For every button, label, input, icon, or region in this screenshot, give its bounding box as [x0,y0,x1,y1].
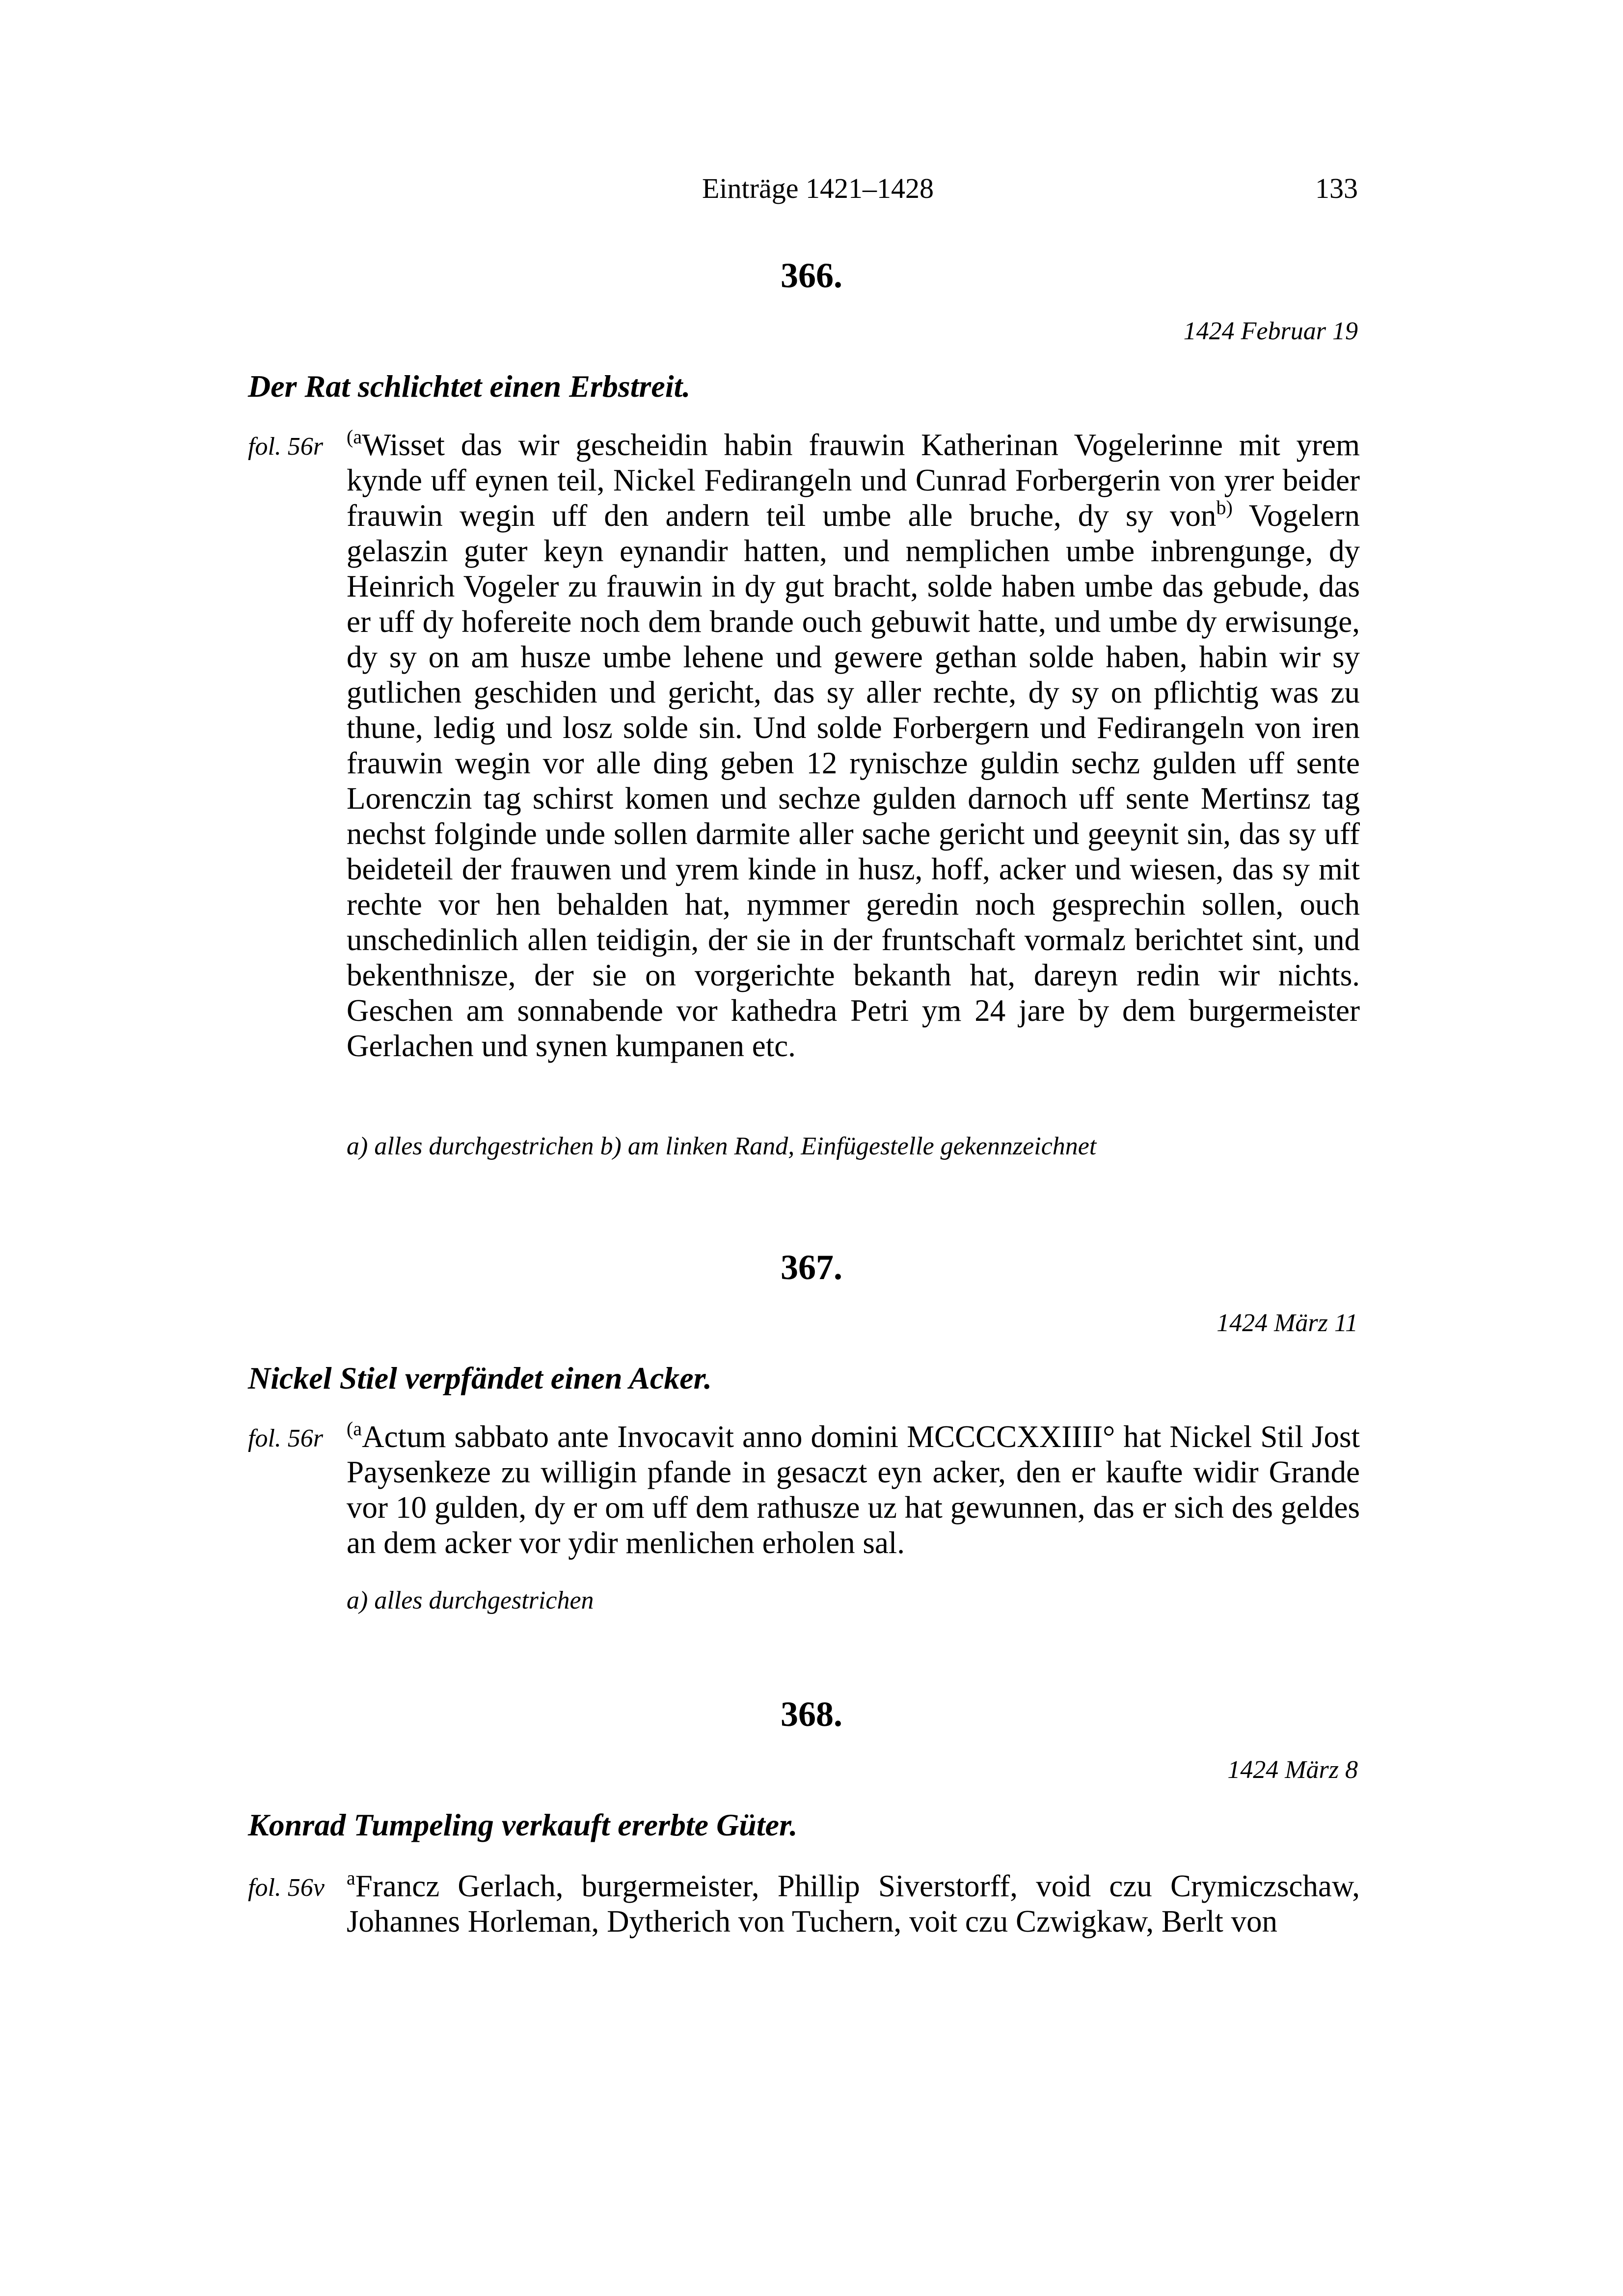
footnote-marker: (a [347,426,362,448]
entry-text-part: Actum sabbato ante Invocavit anno domini MCCCCXXIIII° hat Nickel Stil Jost Paysenkeze zu willigin pfande in gesaczt eyn acker, den er kaufte widir Grande vor 10 gulden, dy er om uff dem rathusze uz hat gewunnen, das er sich des geldes an dem acker vor ydir menlichen erholen sal. [347,1420,1360,1560]
entry-text [347,427,1360,1064]
entry-number: 367. [781,1248,842,1287]
entry-number: 366. [781,256,842,295]
footnote: a) alles durchgestrichen [347,1586,594,1614]
footnote-marker: a [347,1867,355,1889]
folio-reference: fol. 56v [248,1874,325,1902]
running-head: Einträge 1421–1428 [702,172,934,204]
entry-date: 1424 März 11 [1217,1309,1358,1337]
footnote-marker: b) [1216,496,1233,519]
folio-reference: fol. 56r [248,433,324,461]
footnote-marker: (a [347,1418,362,1440]
entry-date: 1424 März 8 [1227,1756,1358,1784]
entry-title: Konrad Tumpeling verkauft ererbte Güter. [248,1807,798,1842]
folio-reference: fol. 56r [248,1424,324,1452]
entry-text-part: Wisset das wir gescheidin habin frauwin Katherinan Vogelerinne mit yrem kynde uff eynen teil, Nickel Fedirangeln und Cunrad Forbergerin von yrer beider frauwin wegin uff den andern teil umbe alle bruche, dy sy von [347,428,1360,533]
entry-text [347,1419,1360,1560]
entry-date: 1424 Februar 19 [1183,317,1358,345]
entry-text [347,1868,1360,1939]
entry-text-part: Vogelern gelaszin guter keyn eynandir hatten, und nemplichen umbe inbrengunge, dy Heinrich Vogeler zu frauwin in dy gut bracht, solde haben umbe das gebude, das er uff dy hofereite noch dem brande ouch gebuwit hatte, und umbe dy erwisunge, dy sy on am husze umbe lehene und gewere gethan solde haben, habin wir sy gutlichen geschiden und gericht, das sy aller rechte, dy sy on pflichtig was zu thune, ledig und losz solde sin. Und solde Forbergern und Fedirangeln von iren frauwin wegin vor alle ding geben 12 rynischze guldin sechz gulden uff sente Lorenczin tag schirst komen und sechze gulden darnoch uff sente Mertinsz tag nechst folginde unde sollen darmite aller sache gericht und geeynit sin, das sy uff beideteil der frauwen und yrem kinde in husz, hoff, acker und wiesen, das sy mit rechte vor hen behalden hat, nymmer geredin noch gesprechin sollen, ouch unschedinlich allen teidigin, der sie in der fruntschaft vormalz berichtet sint, und bekenthnisze, der sie on vorgerichte bekanth hat, dareyn redin wir nichts. Geschen am sonnabende vor kathedra Petri ym 24 jare by dem burgermeister Gerlachen und synen kumpanen etc. [347,498,1360,1063]
entry-title: Der Rat schlichtet einen Erbstreit. [248,369,691,404]
footnote: a) alles durchgestrichen b) am linken Rand, Einfügestelle gekennzeichnet [347,1132,1097,1160]
entry-number: 368. [781,1695,842,1734]
entry-text-part: Francz Gerlach, burgermeister, Phillip Siverstorff, void czu Crymiczschaw, Johannes Horleman, Dytherich von Tuchern, voit czu Czwigkaw, Berlt von [347,1869,1360,1939]
page-number: 133 [1315,172,1358,204]
entry-title: Nickel Stiel verpfändet einen Acker. [248,1361,712,1395]
